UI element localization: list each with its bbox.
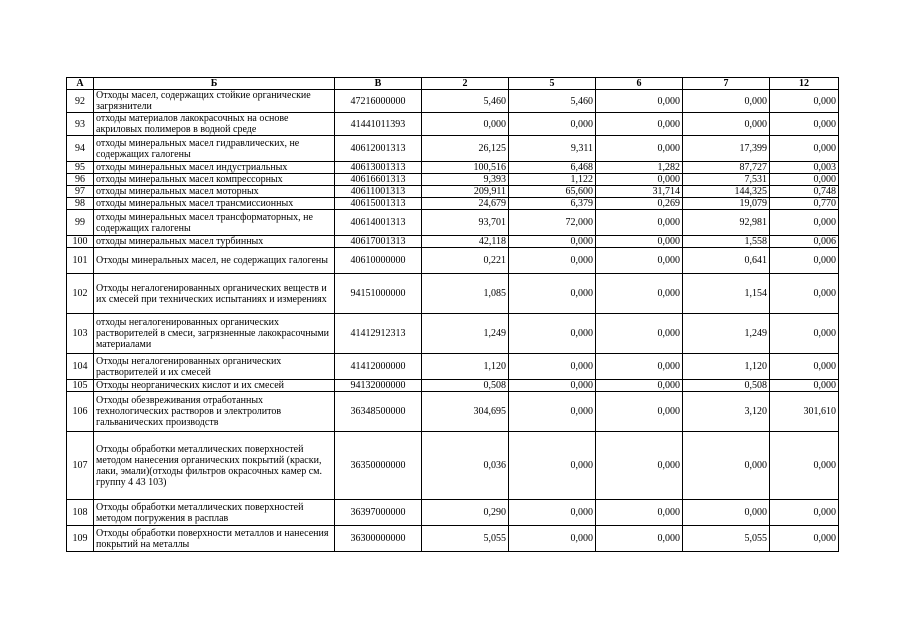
waste-table <box>66 77 839 552</box>
value-col-7: 19,079 <box>683 198 770 210</box>
table-row <box>67 90 839 113</box>
row-number: 96 <box>67 174 94 186</box>
waste-code: 36300000000 <box>335 526 422 552</box>
row-number: 108 <box>67 500 94 526</box>
value-col-2: 42,118 <box>422 236 509 248</box>
col-header-2: 2 <box>422 78 509 90</box>
waste-code: 40616601313 <box>335 174 422 186</box>
value-col-5: 65,600 <box>509 186 596 198</box>
waste-code: 40615001313 <box>335 198 422 210</box>
value-col-12: 0,748 <box>770 186 839 198</box>
table-row <box>67 174 839 186</box>
value-col-7: 0,641 <box>683 248 770 274</box>
table-row <box>67 210 839 236</box>
waste-code: 40614001313 <box>335 210 422 236</box>
value-col-5: 0,000 <box>509 113 596 136</box>
table-row <box>67 500 839 526</box>
waste-code: 40610000000 <box>335 248 422 274</box>
value-col-6: 0,000 <box>596 432 683 500</box>
col-header-a: А <box>67 78 94 90</box>
waste-name: Отходы неорганических кислот и их смесей <box>94 380 335 392</box>
col-header-12: 12 <box>770 78 839 90</box>
value-col-5: 0,000 <box>509 500 596 526</box>
value-col-12: 0,000 <box>770 380 839 392</box>
row-number: 107 <box>67 432 94 500</box>
value-col-2: 26,125 <box>422 136 509 162</box>
value-col-2: 209,911 <box>422 186 509 198</box>
table-row <box>67 248 839 274</box>
value-col-5: 9,311 <box>509 136 596 162</box>
value-col-12: 0,000 <box>770 113 839 136</box>
value-col-6: 0,000 <box>596 210 683 236</box>
waste-code: 40612001313 <box>335 136 422 162</box>
value-col-12: 0,000 <box>770 274 839 314</box>
waste-code: 36348500000 <box>335 392 422 432</box>
value-col-5: 5,460 <box>509 90 596 113</box>
value-col-12: 0,000 <box>770 354 839 380</box>
table-row <box>67 274 839 314</box>
document-page <box>66 77 838 552</box>
table-row <box>67 432 839 500</box>
value-col-2: 0,000 <box>422 113 509 136</box>
value-col-7: 0,000 <box>683 90 770 113</box>
waste-code: 40613001313 <box>335 162 422 174</box>
table-row <box>67 392 839 432</box>
value-col-12: 0,003 <box>770 162 839 174</box>
table-row <box>67 380 839 392</box>
value-col-2: 0,036 <box>422 432 509 500</box>
value-col-12: 0,770 <box>770 198 839 210</box>
row-number: 92 <box>67 90 94 113</box>
value-col-6: 0,000 <box>596 392 683 432</box>
waste-name: Отходы минеральных масел, не содержащих галогены <box>94 248 335 274</box>
value-col-2: 1,120 <box>422 354 509 380</box>
waste-name: отходы негалогенированных органических растворителей в смеси, загрязненные лакокрасочными материалами <box>94 314 335 354</box>
value-col-7: 1,558 <box>683 236 770 248</box>
value-col-2: 100,516 <box>422 162 509 174</box>
waste-name: Отходы обезвреживания отработанных технологических растворов и электролитов гальванических производств <box>94 392 335 432</box>
value-col-7: 1,249 <box>683 314 770 354</box>
row-number: 94 <box>67 136 94 162</box>
table-row <box>67 236 839 248</box>
value-col-5: 0,000 <box>509 380 596 392</box>
row-number: 98 <box>67 198 94 210</box>
value-col-2: 0,290 <box>422 500 509 526</box>
value-col-5: 6,468 <box>509 162 596 174</box>
value-col-7: 1,154 <box>683 274 770 314</box>
value-col-5: 72,000 <box>509 210 596 236</box>
waste-name: Отходы негалогенированных органических веществ и их смесей при технических испытаниях и измерениях <box>94 274 335 314</box>
value-col-5: 0,000 <box>509 314 596 354</box>
waste-code: 94132000000 <box>335 380 422 392</box>
value-col-6: 0,000 <box>596 248 683 274</box>
table-row <box>67 136 839 162</box>
row-number: 102 <box>67 274 94 314</box>
col-header-v: В <box>335 78 422 90</box>
value-col-12: 0,000 <box>770 210 839 236</box>
value-col-12: 0,000 <box>770 500 839 526</box>
waste-name: отходы минеральных масел индустриальных <box>94 162 335 174</box>
row-number: 95 <box>67 162 94 174</box>
row-number: 106 <box>67 392 94 432</box>
value-col-5: 0,000 <box>509 236 596 248</box>
row-number: 105 <box>67 380 94 392</box>
row-number: 109 <box>67 526 94 552</box>
value-col-6: 0,269 <box>596 198 683 210</box>
waste-name: Отходы обработки поверхности металлов и нанесения покрытий на металлы <box>94 526 335 552</box>
value-col-5: 0,000 <box>509 392 596 432</box>
row-number: 104 <box>67 354 94 380</box>
value-col-7: 0,000 <box>683 432 770 500</box>
table-body <box>67 90 839 552</box>
value-col-5: 0,000 <box>509 248 596 274</box>
table-row <box>67 354 839 380</box>
value-col-2: 93,701 <box>422 210 509 236</box>
waste-name: Отходы масел, содержащих стойкие органические загрязнители <box>94 90 335 113</box>
value-col-2: 5,055 <box>422 526 509 552</box>
value-col-2: 9,393 <box>422 174 509 186</box>
value-col-2: 0,508 <box>422 380 509 392</box>
table-row <box>67 526 839 552</box>
value-col-5: 6,379 <box>509 198 596 210</box>
value-col-7: 1,120 <box>683 354 770 380</box>
value-col-5: 1,122 <box>509 174 596 186</box>
waste-code: 36350000000 <box>335 432 422 500</box>
value-col-6: 0,000 <box>596 136 683 162</box>
value-col-2: 1,085 <box>422 274 509 314</box>
value-col-2: 304,695 <box>422 392 509 432</box>
value-col-12: 0,000 <box>770 174 839 186</box>
value-col-7: 0,000 <box>683 113 770 136</box>
value-col-6: 0,000 <box>596 354 683 380</box>
value-col-7: 17,399 <box>683 136 770 162</box>
value-col-2: 0,221 <box>422 248 509 274</box>
row-number: 101 <box>67 248 94 274</box>
value-col-12: 0,006 <box>770 236 839 248</box>
row-number: 103 <box>67 314 94 354</box>
value-col-7: 87,727 <box>683 162 770 174</box>
value-col-7: 0,000 <box>683 500 770 526</box>
value-col-6: 0,000 <box>596 500 683 526</box>
value-col-12: 0,000 <box>770 90 839 113</box>
value-col-5: 0,000 <box>509 274 596 314</box>
waste-code: 41412000000 <box>335 354 422 380</box>
value-col-7: 5,055 <box>683 526 770 552</box>
value-col-6: 0,000 <box>596 113 683 136</box>
value-col-12: 0,000 <box>770 136 839 162</box>
value-col-12: 0,000 <box>770 526 839 552</box>
value-col-12: 301,610 <box>770 392 839 432</box>
waste-code: 47216000000 <box>335 90 422 113</box>
col-header-5: 5 <box>509 78 596 90</box>
waste-name: отходы минеральных масел трансмиссионных <box>94 198 335 210</box>
row-number: 97 <box>67 186 94 198</box>
value-col-7: 7,531 <box>683 174 770 186</box>
value-col-6: 0,000 <box>596 314 683 354</box>
value-col-12: 0,000 <box>770 248 839 274</box>
waste-name: Отходы обработки металлических поверхностей методом нанесения органических покрытий (краски, лаки, эмали)(отходы фильтров окрасочных камер см. группу 4 43 103) <box>94 432 335 500</box>
value-col-5: 0,000 <box>509 526 596 552</box>
waste-code: 40611001313 <box>335 186 422 198</box>
value-col-5: 0,000 <box>509 432 596 500</box>
value-col-6: 0,000 <box>596 380 683 392</box>
value-col-7: 144,325 <box>683 186 770 198</box>
waste-code: 40617001313 <box>335 236 422 248</box>
col-header-7: 7 <box>683 78 770 90</box>
value-col-6: 0,000 <box>596 526 683 552</box>
table-row <box>67 198 839 210</box>
waste-name: отходы минеральных масел компрессорных <box>94 174 335 186</box>
table-row <box>67 186 839 198</box>
waste-name: отходы материалов лакокрасочных на основе акриловых полимеров в водной среде <box>94 113 335 136</box>
row-number: 99 <box>67 210 94 236</box>
waste-name: отходы минеральных масел моторных <box>94 186 335 198</box>
table-row <box>67 162 839 174</box>
value-col-6: 0,000 <box>596 274 683 314</box>
waste-code: 94151000000 <box>335 274 422 314</box>
waste-code: 41441011393 <box>335 113 422 136</box>
waste-name: Отходы негалогенированных органических растворителей и их смесей <box>94 354 335 380</box>
waste-name: Отходы обработки металлических поверхностей методом погружения в расплав <box>94 500 335 526</box>
table-row <box>67 314 839 354</box>
row-number: 100 <box>67 236 94 248</box>
waste-name: отходы минеральных масел трансформаторных, не содержащих галогены <box>94 210 335 236</box>
value-col-6: 31,714 <box>596 186 683 198</box>
value-col-2: 1,249 <box>422 314 509 354</box>
value-col-5: 0,000 <box>509 354 596 380</box>
value-col-6: 0,000 <box>596 90 683 113</box>
value-col-2: 24,679 <box>422 198 509 210</box>
value-col-6: 0,000 <box>596 174 683 186</box>
value-col-7: 0,508 <box>683 380 770 392</box>
table-header-row <box>67 78 839 90</box>
value-col-12: 0,000 <box>770 314 839 354</box>
value-col-6: 0,000 <box>596 236 683 248</box>
row-number: 93 <box>67 113 94 136</box>
col-header-6: 6 <box>596 78 683 90</box>
value-col-7: 3,120 <box>683 392 770 432</box>
value-col-6: 1,282 <box>596 162 683 174</box>
value-col-2: 5,460 <box>422 90 509 113</box>
value-col-7: 92,981 <box>683 210 770 236</box>
value-col-12: 0,000 <box>770 432 839 500</box>
waste-code: 41412912313 <box>335 314 422 354</box>
col-header-b: Б <box>94 78 335 90</box>
waste-name: отходы минеральных масел турбинных <box>94 236 335 248</box>
waste-code: 36397000000 <box>335 500 422 526</box>
waste-name: отходы минеральных масел гидравлических, не содержащих галогены <box>94 136 335 162</box>
table-row <box>67 113 839 136</box>
